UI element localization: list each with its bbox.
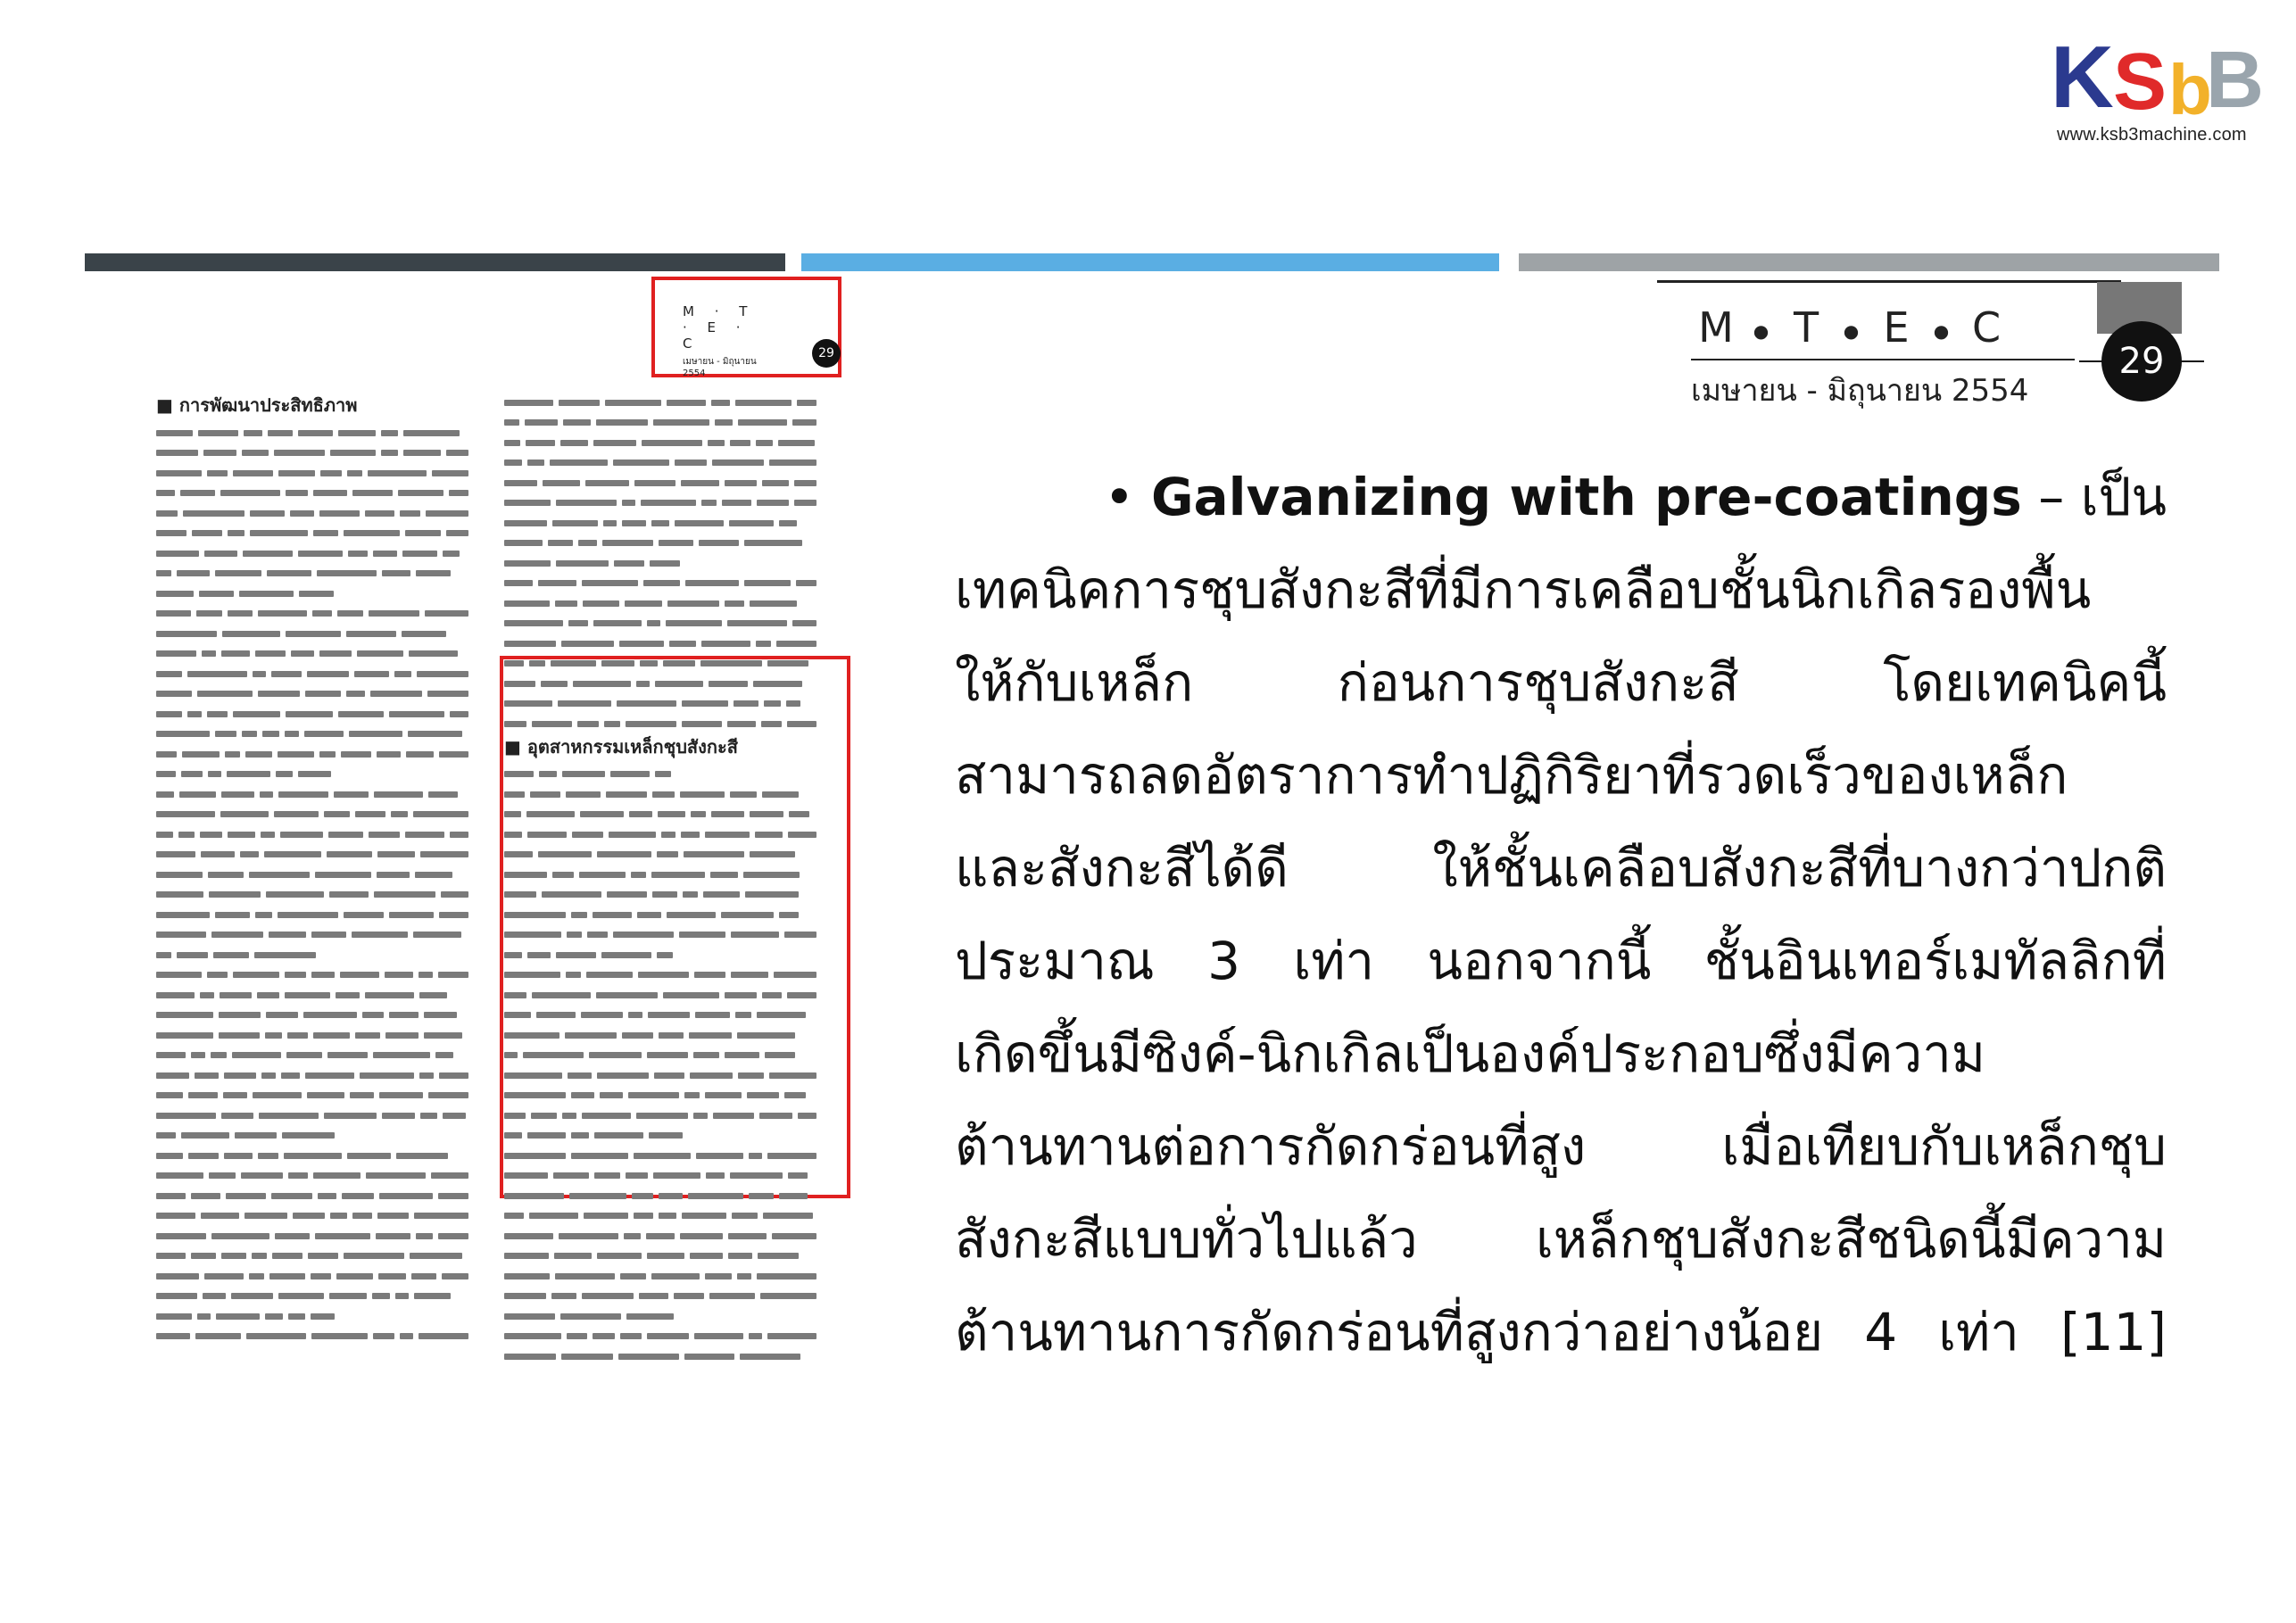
thumbnail-text-line xyxy=(504,885,834,906)
thumbnail-text-line xyxy=(504,985,834,1006)
thumbnail-text-line xyxy=(156,824,477,845)
thumbnail-text-line xyxy=(156,624,477,644)
thumbnail-text-line xyxy=(156,1327,477,1347)
article-line: ต้านทานการกัดกร่อนที่สูงกว่าอย่างน้อย 4 เท่า [11] xyxy=(955,1302,2167,1362)
thumbnail-text-line xyxy=(504,674,834,694)
thumbnail-text-line xyxy=(504,784,834,805)
thumbnail-header xyxy=(683,303,834,378)
thumbnail-text-line xyxy=(156,1105,477,1126)
mtec-dot: ● xyxy=(1753,319,1770,342)
thumbnail-text-line xyxy=(504,1306,834,1327)
thumbnail-text-line xyxy=(504,1046,834,1066)
thumbnail-text-line xyxy=(156,684,477,705)
svg-text:b: b xyxy=(2168,50,2212,125)
thumbnail-text-line xyxy=(504,1146,834,1166)
mtec-letter: M xyxy=(1698,303,1734,352)
thumbnail-text-line xyxy=(156,1287,477,1307)
thumbnail-text-line xyxy=(504,513,834,534)
thumbnail-text-line xyxy=(156,965,477,986)
mtec-dot: ● xyxy=(1933,319,1950,342)
thumbnail-text-line xyxy=(156,484,477,504)
thumbnail-text-line xyxy=(156,1246,477,1267)
thumbnail-text-line xyxy=(504,1126,834,1147)
thumbnail-text-line xyxy=(504,1226,834,1246)
article-line: เกิดขึ้นมีซิงค์-นิกเกิลเป็นองค์ประกอบซึ่งมีความ xyxy=(955,1023,1986,1084)
thumbnail-text-line xyxy=(504,574,834,594)
thumbnail-text-line xyxy=(504,694,834,715)
thumbnail-text-line xyxy=(156,1166,477,1187)
thumbnail-text-line xyxy=(504,1206,834,1227)
issue-date: เมษายน - มิถุนายน 2554 xyxy=(1691,373,2029,409)
thumbnail-text-line xyxy=(504,1186,834,1206)
article-line: ประมาณ 3 เท่า นอกจากนี้ ชั้นอินเทอร์เมทัลลิกที่ xyxy=(955,931,2167,991)
thumbnail-text-line xyxy=(504,1327,834,1347)
thumbnail-text-line xyxy=(156,1146,477,1166)
thumbnail-text-line xyxy=(156,564,477,584)
thumbnail-text-line xyxy=(156,1206,477,1227)
thumbnail-text-line xyxy=(504,493,834,514)
thumbnail-text-line xyxy=(504,614,834,634)
thumbnail-text-line xyxy=(156,744,477,765)
thumbnail-text-line xyxy=(156,543,477,564)
thumbnail-text-line xyxy=(156,805,477,825)
thumbnail-text-line xyxy=(504,1287,834,1307)
thumbnail-text-line xyxy=(504,393,834,413)
thumbnail-text-line xyxy=(504,1065,834,1086)
thumbnail-text-line xyxy=(504,413,834,434)
thumbnail-text-line xyxy=(504,1025,834,1046)
thumbnail-text-line xyxy=(504,1166,834,1187)
mtec-title xyxy=(1691,303,2011,352)
thumbnail-text-line xyxy=(156,1006,477,1026)
thumbnail-text-line xyxy=(156,664,477,684)
article-line: สังกะสีแบบทั่วไปแล้ว เหล็กชุบสังกะสีชนิดนี้มีความ xyxy=(955,1209,2167,1270)
thumbnail-column-1 xyxy=(156,393,477,1346)
thumbnail-text-line xyxy=(156,704,477,725)
thumbnail-text-line xyxy=(156,865,477,885)
thumbnail-text-line xyxy=(504,1266,834,1287)
divider-bar-dark xyxy=(85,253,785,271)
divider-bar-gray xyxy=(1519,253,2219,271)
svg-text:S: S xyxy=(2113,37,2168,125)
bullet: • xyxy=(1104,467,1135,527)
thumbnail-text-line xyxy=(156,524,477,544)
thumbnail-text-line xyxy=(504,965,834,986)
svg-text:B: B xyxy=(2206,36,2264,125)
thumbnail-text-line xyxy=(504,534,834,554)
thumbnail-text-line xyxy=(156,463,477,484)
svg-text:K: K xyxy=(2051,28,2114,125)
article-paragraph xyxy=(955,451,2167,1379)
thumbnail-text-line xyxy=(156,644,477,665)
thumbnail-text-line xyxy=(504,805,834,825)
logo-url[interactable]: www.ksb3machine.com xyxy=(2057,125,2247,145)
mtec-dot: ● xyxy=(1843,319,1860,342)
thumbnail-page xyxy=(156,277,843,1419)
thumbnail-text-line xyxy=(504,905,834,925)
thumbnail-text-line xyxy=(156,985,477,1006)
thumbnail-text-line xyxy=(156,885,477,906)
article-line: เทคนิคการชุบสังกะสีที่มีการเคลือบชั้นนิกเกิลรองพื้น xyxy=(955,559,2092,620)
thumbnail-text-line xyxy=(156,945,477,965)
thumbnail-date: เมษายน - มิถุนายน 2554 xyxy=(683,357,757,378)
article-line: สามารถลดอัตราการทำปฏิกิริยาที่รวดเร็วของเหล็ก xyxy=(955,745,2068,806)
header-rule xyxy=(1691,359,2075,360)
thumbnail-text-line xyxy=(156,1186,477,1206)
thumbnail-text-line xyxy=(504,1105,834,1126)
thumbnail-text-line xyxy=(156,765,477,785)
thumbnail-text-line xyxy=(504,633,834,654)
header-top-rule xyxy=(1657,280,2121,283)
thumbnail-heading-1: ■ การพัฒนาประสิทธิภาพ xyxy=(156,394,358,416)
article-title-line xyxy=(955,451,2167,543)
thumbnail-text-line xyxy=(504,1246,834,1267)
thumbnail-text-line xyxy=(156,1065,477,1086)
thumbnail-text-line xyxy=(504,925,834,946)
divider-bar-blue xyxy=(801,253,1499,271)
thumbnail-mtec: M · T · E · C xyxy=(683,303,756,352)
thumbnail-text-line xyxy=(156,604,477,625)
thumbnail-text-line xyxy=(504,433,834,453)
thumbnail-text-line xyxy=(156,905,477,925)
thumbnail-text-line xyxy=(156,1025,477,1046)
thumbnail-text-line xyxy=(156,443,477,464)
thumbnail-text-line xyxy=(156,1126,477,1147)
thumbnail-text-line xyxy=(156,845,477,865)
ksbb-logo-mark xyxy=(2043,27,2275,125)
thumbnail-text-line xyxy=(504,593,834,614)
thumbnail-text-line xyxy=(504,845,834,865)
thumbnail-text-line xyxy=(156,503,477,524)
thumbnail-text-line xyxy=(156,784,477,805)
thumbnail-text-line xyxy=(504,824,834,845)
article-line: ต้านทานต่อการกัดกร่อนที่สูง เมื่อเทียบกับเหล็กชุบ xyxy=(955,1116,2167,1177)
article-line: และสังกะสีได้ดี ให้ชั้นเคลือบสังกะสีที่บางกว่าปกติ xyxy=(955,838,2167,898)
mtec-letter: T xyxy=(1793,303,1819,352)
thumbnail-text-line xyxy=(504,654,834,675)
thumbnail-text-line xyxy=(156,584,477,604)
thumbnail-text-line xyxy=(504,945,834,965)
thumbnail-heading-2: ■ อุตสาหกรรมเหล็กชุบสังกะสี xyxy=(504,735,738,758)
thumbnail-page-number: 29 xyxy=(812,339,841,368)
page-number-badge: 29 xyxy=(2101,321,2182,402)
thumbnail-text-line xyxy=(156,1226,477,1246)
thumbnail-text-line xyxy=(504,453,834,474)
thumbnail-text-line xyxy=(156,423,477,443)
thumbnail-text-line xyxy=(504,765,834,785)
thumbnail-text-line xyxy=(156,1266,477,1287)
thumbnail-text-line xyxy=(504,1086,834,1106)
thumbnail-text-line xyxy=(156,725,477,745)
ksbb-logo xyxy=(2043,27,2275,178)
thumbnail-text-line xyxy=(156,1086,477,1106)
mtec-letter: C xyxy=(1971,303,2002,352)
mtec-letter: E xyxy=(1883,303,1910,352)
thumbnail-text-line xyxy=(156,925,477,946)
article-title: Galvanizing with pre-coatings xyxy=(1150,467,2022,527)
article-title-suffix: – เป็น xyxy=(2021,467,2167,527)
thumbnail-text-line xyxy=(504,714,834,734)
thumbnail-text-line xyxy=(156,1306,477,1327)
thumbnail-text-line xyxy=(504,1346,834,1367)
thumbnail-text-line xyxy=(504,553,834,574)
thumbnail-text-line xyxy=(504,865,834,885)
article-line: ให้กับเหล็ก ก่อนการชุบสังกะสี โดยเทคนิคนี้ xyxy=(955,652,2167,713)
thumbnail-text-line xyxy=(504,1006,834,1026)
thumbnail-text-line xyxy=(504,473,834,493)
thumbnail-column-2 xyxy=(504,393,834,1367)
thumbnail-text-line xyxy=(156,1046,477,1066)
